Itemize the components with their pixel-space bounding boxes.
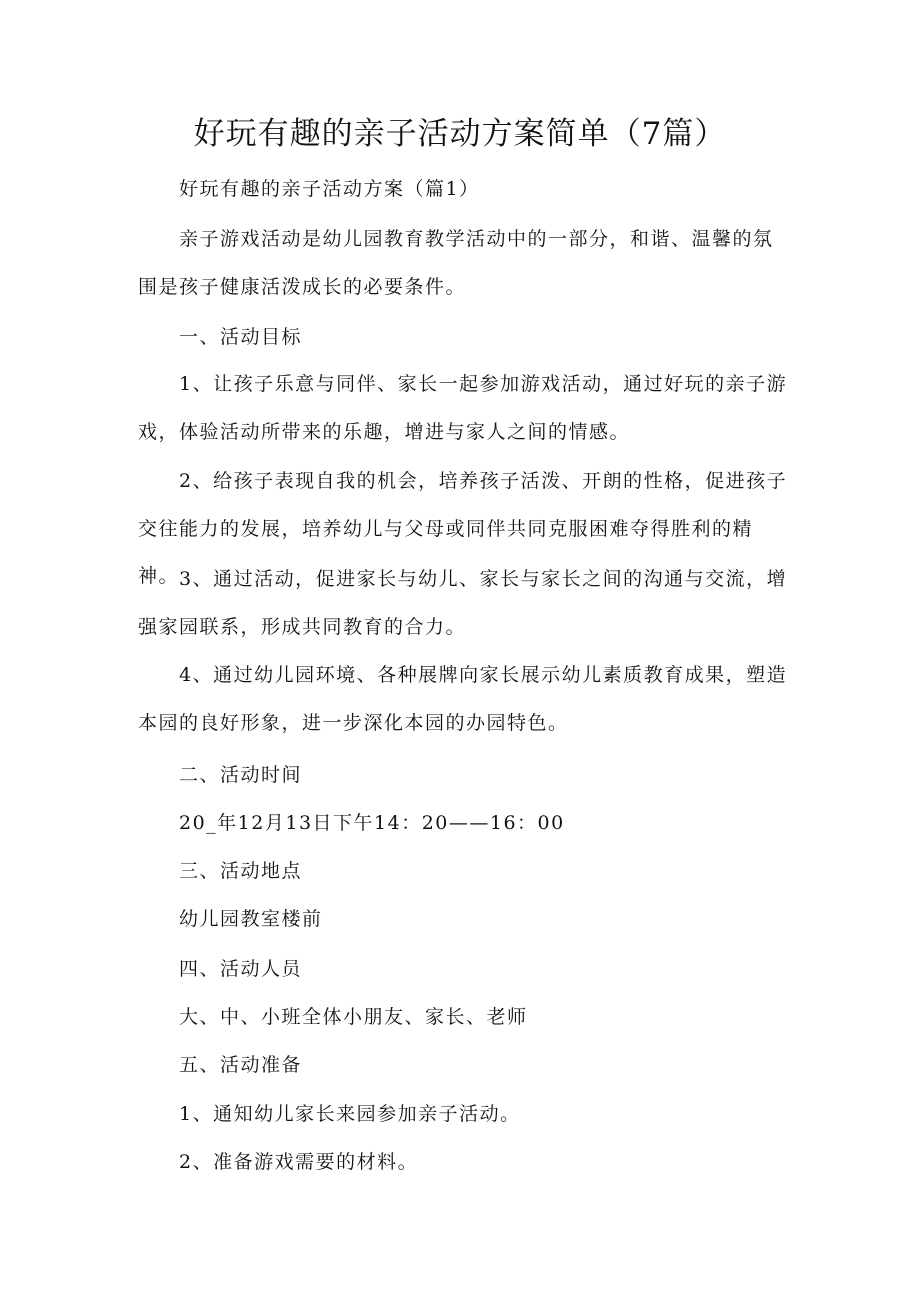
- goal-paragraph-3: 3、通过活动，促进家长与幼儿、家长与家长之间的沟通与交流，增强家园联系，形成共同教育的合力。: [138, 568, 788, 638]
- preparation-item-1: 1、通知幼儿家长来园参加亲子活动。: [179, 1103, 521, 1125]
- document-title: 好玩有趣的亲子活动方案简单（7篇）: [193, 116, 727, 152]
- activity-time: 20_年12月13日下午14：20——16：00: [179, 812, 565, 834]
- intro-paragraph: 亲子游戏活动是幼儿园教育教学活动中的一部分，和谐、温馨的氛围是孩子健康活泼成长的必要条件。: [138, 228, 774, 298]
- goal-paragraph-4: 4、通过幼儿园环境、各种展牌向家长展示幼儿素质教育成果，塑造本园的良好形象，进一步深化本园的办园特色。: [138, 664, 788, 734]
- preparation-item-2: 2、准备游戏需要的材料。: [179, 1151, 419, 1173]
- goal-paragraph-1: 1、让孩子乐意与同伴、家长一起参加游戏活动，通过好玩的亲子游戏，体验活动所带来的乐趣，增进与家人之间的情感。: [138, 373, 788, 443]
- activity-place: 幼儿园教室楼前: [179, 908, 323, 930]
- section-heading-place: 三、活动地点: [179, 860, 303, 882]
- section-heading-people: 四、活动人员: [179, 958, 303, 980]
- goal-paragraph-2: 2、给孩子表现自我的机会，培养孩子活泼、开朗的性格，促进孩子交往能力的发展，培养幼儿与父母或同伴共同克服困难夺得胜利的精神。: [138, 470, 788, 587]
- section-heading-preparation: 五、活动准备: [179, 1054, 303, 1076]
- activity-people: 大、中、小班全体小朋友、家长、老师: [179, 1006, 528, 1028]
- section-heading-goals: 一、活动目标: [179, 326, 303, 348]
- section-heading-time: 二、活动时间: [179, 764, 303, 786]
- subtitle: 好玩有趣的亲子活动方案（篇1）: [179, 178, 480, 200]
